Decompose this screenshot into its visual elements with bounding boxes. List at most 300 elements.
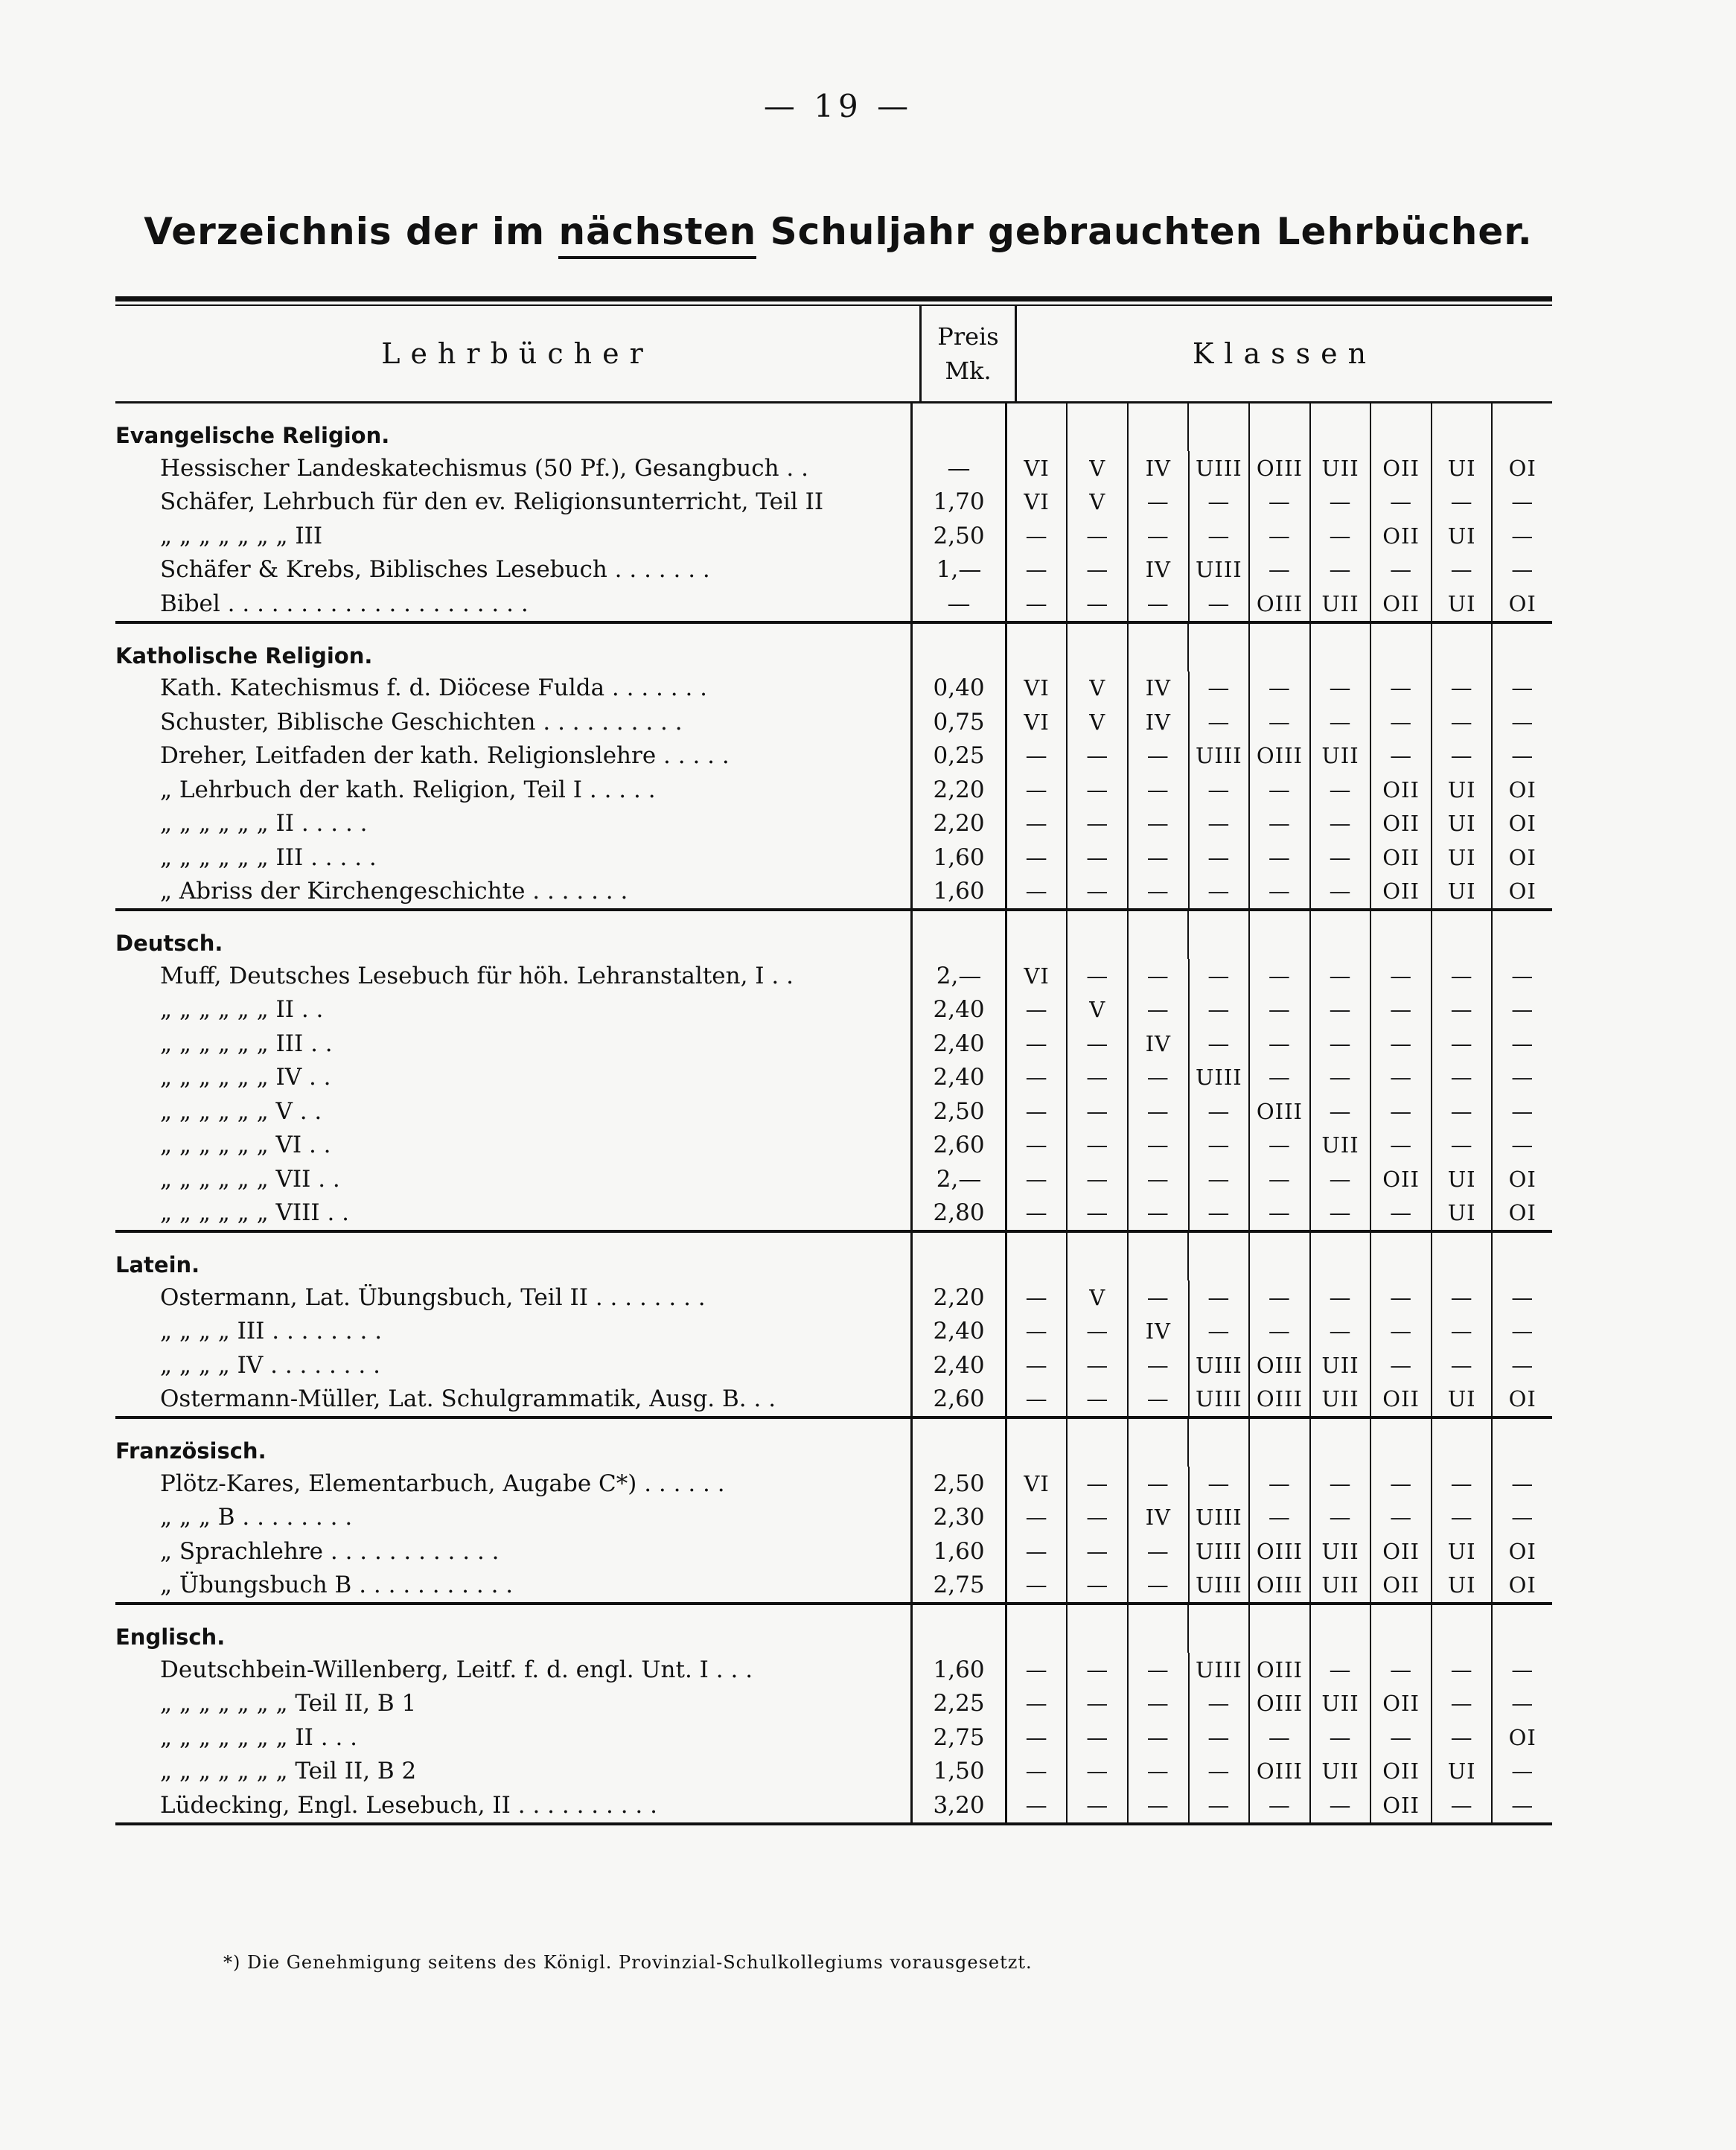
price-cell: 2,40 — [910, 1061, 1007, 1095]
class-cell: UIII — [1190, 1061, 1251, 1095]
price-cell: — — [910, 451, 1007, 485]
class-cell-empty — [1432, 403, 1493, 451]
book-title: „ „ „ „ „ „ VIII . . — [160, 1199, 350, 1227]
class-cell: — — [1511, 523, 1534, 549]
class-cell: UIII — [1190, 739, 1251, 773]
book-title: „ „ „ „ III . . . . . . . . — [160, 1318, 383, 1345]
class-cell: OI — [1508, 878, 1536, 905]
class-cell: — — [1311, 519, 1372, 553]
class-cell: IV — [1129, 553, 1190, 587]
class-cell-empty — [1129, 403, 1190, 451]
section-heading-row — [115, 1605, 1552, 1653]
class-cell: — — [1129, 1162, 1190, 1196]
class-cell: — — [1190, 1720, 1251, 1755]
class-cell: — — [1190, 1280, 1251, 1315]
class-cell-empty — [1068, 403, 1129, 451]
class-cell: — — [1311, 1315, 1372, 1349]
table-row — [115, 672, 1552, 706]
class-cell: — — [1007, 1162, 1068, 1196]
class-cell: — — [1250, 773, 1311, 807]
class-cell: — — [1068, 1196, 1129, 1231]
class-cell: — — [1007, 1280, 1068, 1315]
class-cell: OIII — [1250, 1534, 1311, 1569]
class-cell: UI — [1432, 519, 1493, 553]
class-cell: — — [1068, 1315, 1129, 1349]
class-cell: — — [1311, 1061, 1372, 1095]
page-number: — 19 — — [763, 88, 913, 124]
table-row — [115, 875, 1552, 909]
class-cell: UII — [1311, 1348, 1372, 1382]
class-cell-empty — [1311, 1419, 1372, 1467]
book-title: Muff, Deutsches Lesebuch für höh. Lehranstalten, I . . — [160, 962, 794, 989]
class-cell: — — [1250, 875, 1311, 909]
class-cell: — — [1068, 1569, 1129, 1603]
class-cell: — — [1129, 1687, 1190, 1721]
class-cell: V — [1068, 485, 1129, 520]
table-row — [115, 1653, 1552, 1687]
class-cell: — — [1432, 1467, 1493, 1501]
class-cell: — — [1007, 1501, 1068, 1535]
class-cell: IV — [1129, 1027, 1190, 1061]
class-cell: — — [1129, 959, 1190, 993]
class-cell: — — [1007, 1534, 1068, 1569]
table-row — [115, 1501, 1552, 1535]
class-cell: — — [1129, 519, 1190, 553]
class-cell: — — [1311, 672, 1372, 706]
price-cell: 2,— — [910, 959, 1007, 993]
class-cell: — — [1129, 1569, 1190, 1603]
table-row — [115, 451, 1552, 485]
class-cell-empty — [1250, 911, 1311, 959]
price-cell: 1,60 — [910, 1653, 1007, 1687]
class-cell: — — [1511, 1030, 1534, 1056]
class-cell: — — [1511, 1691, 1534, 1717]
class-cell: — — [1007, 773, 1068, 807]
class-cell: — — [1432, 1094, 1493, 1129]
class-cell: — — [1371, 1061, 1432, 1095]
class-cell: UII — [1311, 1687, 1372, 1721]
class-cell-empty — [1068, 911, 1129, 959]
class-cell-empty — [1068, 624, 1129, 672]
class-cell-empty — [1311, 624, 1372, 672]
class-cell: — — [1068, 1788, 1129, 1822]
book-title: „ „ „ „ „ „ III . . — [160, 1030, 333, 1057]
table-row — [115, 1687, 1552, 1721]
class-cell-empty — [1311, 403, 1372, 451]
class-cell-empty — [1129, 624, 1190, 672]
section — [115, 1233, 1552, 1419]
class-cell: — — [1371, 1027, 1432, 1061]
class-cell: — — [1371, 1094, 1432, 1129]
class-cell: — — [1068, 959, 1129, 993]
class-cell: — — [1190, 1162, 1251, 1196]
class-cell: UI — [1432, 1755, 1493, 1789]
class-cell: V — [1068, 993, 1129, 1027]
class-cell: UIII — [1190, 1382, 1251, 1417]
class-cell: — — [1068, 587, 1129, 621]
section — [115, 1419, 1552, 1605]
table-row — [115, 1196, 1552, 1231]
class-cell: — — [1250, 1129, 1311, 1163]
class-cell: — — [1250, 485, 1311, 520]
title-before: Verzeichnis der im — [144, 210, 559, 253]
class-cell: OI — [1508, 455, 1536, 481]
table-row — [115, 773, 1552, 807]
price-cell: — — [910, 587, 1007, 621]
table-body — [115, 403, 1552, 1825]
class-cell: — — [1311, 1653, 1372, 1687]
book-title: „ „ „ „ „ „ II . . — [160, 996, 324, 1024]
class-cell: — — [1068, 1129, 1129, 1163]
class-cell-empty — [1250, 1605, 1311, 1653]
class-cell: — — [1311, 807, 1372, 841]
textbook-table — [115, 296, 1552, 1825]
class-cell: — — [1371, 485, 1432, 520]
class-cell: — — [1129, 587, 1190, 621]
class-cell-empty — [1493, 911, 1552, 959]
class-cell: — — [1250, 672, 1311, 706]
class-cell: OII — [1371, 1382, 1432, 1417]
title-underlined: nächsten — [558, 210, 756, 259]
class-cell: — — [1068, 553, 1129, 587]
header-price-line2: Mk. — [945, 357, 992, 385]
class-cell: — — [1129, 807, 1190, 841]
class-cell-empty — [1371, 1419, 1432, 1467]
class-cell: — — [1250, 959, 1311, 993]
class-cell: — — [1190, 1687, 1251, 1721]
class-cell: — — [1311, 773, 1372, 807]
class-cell: — — [1129, 1061, 1190, 1095]
class-cell-empty — [1432, 1233, 1493, 1280]
table-row — [115, 959, 1552, 993]
table-row — [115, 993, 1552, 1027]
section-heading-row — [115, 1233, 1552, 1280]
class-cell-empty — [1129, 1419, 1190, 1467]
class-cell: — — [1432, 1061, 1493, 1095]
class-cell: — — [1068, 875, 1129, 909]
class-cell: — — [1371, 1467, 1432, 1501]
class-cell: — — [1511, 963, 1534, 989]
class-cell-empty — [1493, 624, 1552, 672]
class-cell: — — [1007, 840, 1068, 875]
class-cell: — — [1311, 840, 1372, 875]
class-cell: OII — [1371, 875, 1432, 909]
class-cell: — — [1432, 485, 1493, 520]
class-cell-empty — [1068, 1233, 1129, 1280]
class-cell-empty — [1432, 1419, 1493, 1467]
section-heading-row — [115, 1419, 1552, 1467]
price-cell-empty — [910, 1419, 1007, 1467]
class-cell: — — [1190, 773, 1251, 807]
header-price — [919, 306, 1017, 401]
class-cell: — — [1007, 587, 1068, 621]
class-cell: — — [1068, 1534, 1129, 1569]
class-cell: — — [1007, 1755, 1068, 1789]
class-cell-empty — [1371, 403, 1432, 451]
class-cell: — — [1129, 1788, 1190, 1822]
price-cell: 2,30 — [910, 1501, 1007, 1535]
class-cell-empty — [1007, 1233, 1068, 1280]
class-cell: VI — [1007, 705, 1068, 739]
class-cell: — — [1432, 1348, 1493, 1382]
class-cell: — — [1007, 1382, 1068, 1417]
price-cell: 2,40 — [910, 1315, 1007, 1349]
class-cell: — — [1129, 1653, 1190, 1687]
price-cell: 2,75 — [910, 1569, 1007, 1603]
class-cell: — — [1068, 1687, 1129, 1721]
class-cell: — — [1190, 485, 1251, 520]
table-row — [115, 1315, 1552, 1349]
class-cell: — — [1250, 993, 1311, 1027]
class-cell: — — [1129, 1348, 1190, 1382]
class-cell: — — [1311, 485, 1372, 520]
class-cell: — — [1250, 1720, 1311, 1755]
class-cell: — — [1250, 1467, 1311, 1501]
class-cell-empty — [1007, 911, 1068, 959]
section-heading-row — [115, 403, 1552, 451]
class-cell: — — [1250, 553, 1311, 587]
table-row — [115, 1094, 1552, 1129]
header-classes: Klassen — [1192, 337, 1377, 370]
table-row — [115, 1755, 1552, 1789]
class-cell-empty — [1250, 624, 1311, 672]
class-cell: UIII — [1190, 1569, 1251, 1603]
class-cell: — — [1250, 1162, 1311, 1196]
class-cell: — — [1129, 1280, 1190, 1315]
table-row — [115, 1061, 1552, 1095]
section-heading: Latein. — [115, 1252, 200, 1277]
class-cell: UII — [1311, 1382, 1372, 1417]
book-title: „ Lehrbuch der kath. Religion, Teil I . . . . . — [160, 776, 656, 803]
class-cell-empty — [1371, 1605, 1432, 1653]
class-cell: — — [1250, 1061, 1311, 1095]
class-cell: — — [1129, 739, 1190, 773]
class-cell: OIII — [1250, 587, 1311, 621]
class-cell: — — [1311, 705, 1372, 739]
class-cell: UII — [1311, 1534, 1372, 1569]
class-cell: VI — [1007, 672, 1068, 706]
class-cell: — — [1007, 739, 1068, 773]
class-cell-empty — [1129, 1605, 1190, 1653]
class-cell: VI — [1007, 959, 1068, 993]
class-cell: VI — [1007, 1467, 1068, 1501]
section-heading: Katholische Religion. — [115, 642, 373, 669]
price-cell: 2,20 — [910, 773, 1007, 807]
price-cell: 2,50 — [910, 1094, 1007, 1129]
price-cell: 0,25 — [910, 739, 1007, 773]
class-cell: — — [1432, 705, 1493, 739]
price-cell: 2,60 — [910, 1129, 1007, 1163]
class-cell: — — [1511, 1284, 1534, 1310]
class-cell: UIII — [1190, 553, 1251, 587]
table-row — [115, 1720, 1552, 1755]
class-cell: — — [1311, 553, 1372, 587]
class-cell: — — [1311, 1501, 1372, 1535]
class-cell: — — [1432, 739, 1493, 773]
class-cell: OII — [1371, 1162, 1432, 1196]
class-cell: UI — [1432, 587, 1493, 621]
book-title: „ Sprachlehre . . . . . . . . . . . . — [160, 1537, 500, 1565]
table-top-rule — [115, 296, 1552, 302]
class-cell: — — [1068, 1094, 1129, 1129]
class-cell: OII — [1371, 1534, 1432, 1569]
class-cell-empty — [1189, 624, 1250, 672]
price-cell: 2,50 — [910, 1467, 1007, 1501]
class-cell: — — [1511, 1065, 1534, 1091]
table-row — [115, 705, 1552, 739]
header-price-line1: Preis — [937, 322, 999, 351]
book-title: Schäfer & Krebs, Biblisches Lesebuch . . . . . . . — [160, 556, 710, 584]
class-cell: UII — [1311, 1755, 1372, 1789]
class-cell: — — [1250, 705, 1311, 739]
class-cell: — — [1432, 1315, 1493, 1349]
class-cell: — — [1007, 1788, 1068, 1822]
class-cell: — — [1068, 1755, 1129, 1789]
class-cell: UI — [1432, 1534, 1493, 1569]
book-title: „ „ „ „ IV . . . . . . . . — [160, 1351, 380, 1379]
book-title: Schäfer, Lehrbuch für den ev. Religionsunterricht, Teil II — [160, 488, 824, 516]
class-cell: OI — [1508, 1538, 1536, 1564]
section-heading: Deutsch. — [115, 931, 223, 956]
book-title: Schuster, Biblische Geschichten . . . . . . . . . . — [160, 708, 683, 736]
book-title: „ Übungsbuch B . . . . . . . . . . . — [160, 1572, 514, 1599]
section-heading: Evangelische Religion. — [115, 423, 390, 448]
book-title: Hessischer Landeskatechismus (50 Pf.), Gesangbuch . . — [160, 454, 808, 482]
class-cell: — — [1007, 875, 1068, 909]
class-cell-empty — [1189, 911, 1250, 959]
class-cell: — — [1511, 1318, 1534, 1344]
class-cell: UI — [1432, 1196, 1493, 1231]
class-cell-empty — [1250, 403, 1311, 451]
class-cell: — — [1129, 1094, 1190, 1129]
class-cell: — — [1511, 1758, 1534, 1784]
class-cell: — — [1250, 840, 1311, 875]
table-row — [115, 553, 1552, 587]
class-cell: — — [1007, 519, 1068, 553]
table-row — [115, 587, 1552, 621]
class-cell: — — [1007, 1687, 1068, 1721]
class-cell: — — [1007, 807, 1068, 841]
class-cell: — — [1129, 1755, 1190, 1789]
class-cell: — — [1432, 959, 1493, 993]
class-cell: OI — [1508, 776, 1536, 803]
price-cell: 2,60 — [910, 1382, 1007, 1417]
class-cell: — — [1371, 959, 1432, 993]
class-cell: — — [1007, 993, 1068, 1027]
class-cell: — — [1007, 1061, 1068, 1095]
class-cell: OIII — [1250, 1094, 1311, 1129]
page-title — [0, 210, 1676, 253]
class-cell: — — [1371, 1348, 1432, 1382]
class-cell: — — [1190, 959, 1251, 993]
price-cell-empty — [910, 911, 1007, 959]
class-cell: — — [1511, 1132, 1534, 1158]
class-cell: — — [1432, 1280, 1493, 1315]
class-cell: OII — [1371, 807, 1432, 841]
price-cell: 1,70 — [910, 485, 1007, 520]
class-cell: — — [1511, 1352, 1534, 1378]
price-cell: 1,60 — [910, 1534, 1007, 1569]
class-cell: OI — [1508, 1166, 1536, 1192]
table-row — [115, 840, 1552, 875]
price-cell: 2,80 — [910, 1196, 1007, 1231]
class-cell-empty — [1432, 911, 1493, 959]
class-cell-empty — [1311, 911, 1372, 959]
class-cell-empty — [1493, 403, 1552, 451]
book-title: Ostermann, Lat. Übungsbuch, Teil II . . . . . . . . — [160, 1283, 706, 1311]
class-cell: UIII — [1190, 451, 1251, 485]
class-cell-empty — [1007, 403, 1068, 451]
class-cell-empty — [1371, 624, 1432, 672]
class-cell: — — [1190, 1196, 1251, 1231]
class-cell: UI — [1432, 875, 1493, 909]
price-cell: 0,75 — [910, 705, 1007, 739]
class-cell-empty — [1311, 1605, 1372, 1653]
class-cell-empty — [1493, 1419, 1552, 1467]
class-cell-empty — [1129, 1233, 1190, 1280]
class-cell: — — [1311, 1720, 1372, 1755]
class-cell: — — [1511, 1656, 1534, 1682]
book-title: Kath. Katechismus f. d. Diöcese Fulda . . . . . . . — [160, 674, 708, 702]
class-cell: IV — [1129, 705, 1190, 739]
class-cell: — — [1371, 739, 1432, 773]
class-cell: UI — [1432, 1569, 1493, 1603]
class-cell: OIII — [1250, 1569, 1311, 1603]
class-cell: — — [1511, 743, 1534, 769]
class-cell-empty — [1493, 1605, 1552, 1653]
class-cell: — — [1371, 1129, 1432, 1163]
class-cell: VI — [1007, 451, 1068, 485]
class-cell-empty — [1432, 624, 1493, 672]
price-cell: 2,50 — [910, 519, 1007, 553]
book-title: „ „ „ „ „ „ „ III — [160, 522, 323, 549]
price-cell: 2,25 — [910, 1687, 1007, 1721]
price-cell: 2,— — [910, 1162, 1007, 1196]
class-cell: — — [1250, 1315, 1311, 1349]
class-cell: OI — [1508, 1200, 1536, 1226]
book-title: „ „ „ „ „ „ VII . . — [160, 1165, 340, 1193]
class-cell: IV — [1129, 1501, 1190, 1535]
class-cell: — — [1129, 993, 1190, 1027]
class-cell: — — [1511, 557, 1534, 583]
price-cell: 2,20 — [910, 807, 1007, 841]
book-title: „ „ „ „ „ „ II . . . . . — [160, 810, 368, 838]
class-cell: UI — [1432, 807, 1493, 841]
price-cell: 2,40 — [910, 1027, 1007, 1061]
book-title: „ „ „ B . . . . . . . . — [160, 1504, 353, 1531]
class-cell: — — [1432, 1027, 1493, 1061]
class-cell: — — [1311, 1027, 1372, 1061]
book-title: Lüdecking, Engl. Lesebuch, II . . . . . . . . . . — [160, 1791, 657, 1819]
class-cell: — — [1311, 1094, 1372, 1129]
class-cell: — — [1371, 672, 1432, 706]
class-cell: OII — [1371, 519, 1432, 553]
class-cell: OIII — [1250, 451, 1311, 485]
class-cell: — — [1250, 807, 1311, 841]
footnote: *) Die Genehmigung seitens des Königl. Provinzial-Schulkollegiums vorausgesetzt. — [223, 1952, 1033, 1973]
class-cell: — — [1250, 1280, 1311, 1315]
class-cell: — — [1190, 1027, 1251, 1061]
price-cell: 2,20 — [910, 1280, 1007, 1315]
class-cell-empty — [1189, 1419, 1250, 1467]
class-cell: — — [1190, 1788, 1251, 1822]
class-cell: — — [1190, 672, 1251, 706]
class-cell: V — [1068, 705, 1129, 739]
class-cell: — — [1129, 875, 1190, 909]
class-cell: — — [1068, 1720, 1129, 1755]
class-cell: — — [1250, 1196, 1311, 1231]
class-cell: — — [1007, 1653, 1068, 1687]
